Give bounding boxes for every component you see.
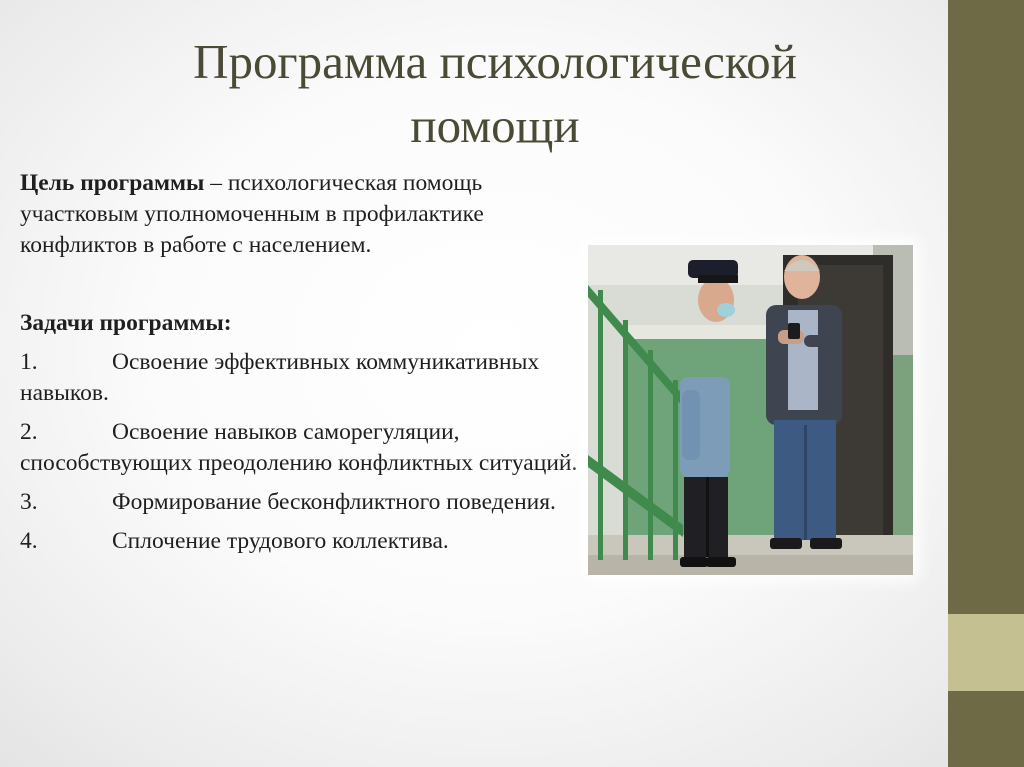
police-officer-photo <box>588 245 913 575</box>
title-line-1: Программа психологической <box>193 34 797 89</box>
slide-title <box>0 30 990 158</box>
task-text: Освоение эффективных коммуникативных навыков. <box>20 349 540 406</box>
task-text: Сплочение трудового коллектива. <box>112 528 449 554</box>
task-number: 2. <box>20 419 38 445</box>
task-number: 1. <box>20 349 38 375</box>
task-item <box>20 526 580 557</box>
task-text: Освоение навыков саморегуляции, способствующих преодолению конфликтных ситуаций. <box>20 419 578 476</box>
tasks-heading: Задачи программы: <box>20 310 232 336</box>
task-item <box>20 487 580 518</box>
task-number: 4. <box>20 528 38 554</box>
task-number: 3. <box>20 489 38 515</box>
goal-paragraph <box>20 168 580 261</box>
slide-body <box>20 168 580 557</box>
sidebar-accent-block <box>948 614 1024 691</box>
task-item <box>20 417 580 479</box>
title-line-2: помощи <box>410 98 580 153</box>
task-text: Формирование бесконфликтного поведения. <box>112 489 556 515</box>
goal-text: – психологическая помощь участковым уполномоченным в профилактике конфликтов в работе с населением. <box>20 170 484 258</box>
task-item <box>20 347 580 409</box>
goal-label: Цель программы <box>20 170 205 196</box>
